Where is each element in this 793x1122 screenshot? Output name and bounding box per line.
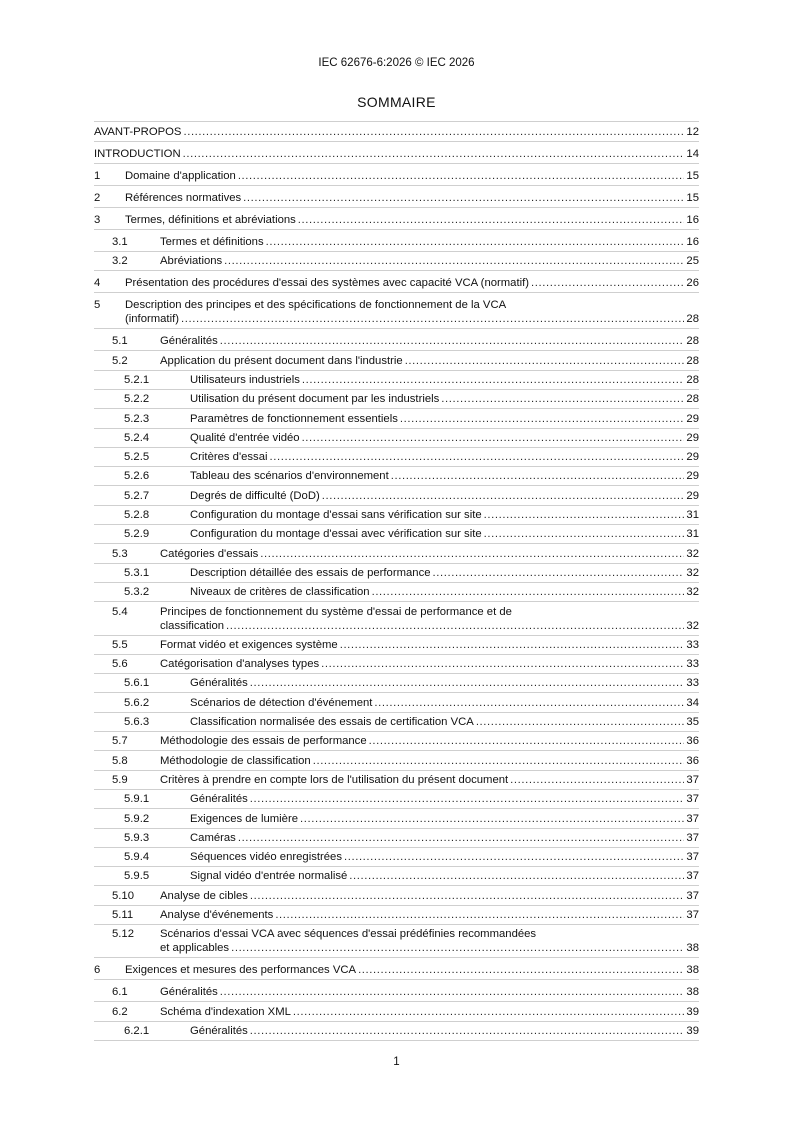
toc-entry-title: Description détaillée des essais de performance [190,566,431,579]
toc-entry-title: Format vidéo et exigences système [160,638,338,651]
toc-entry[interactable] [94,125,699,139]
toc-entry-title: Méthodologie des essais de performance [160,735,367,748]
toc-entry-title: Analyse de cibles [160,889,248,902]
toc-entry-number: 5.2.5 [124,451,150,464]
toc-entry-number: 5.2.9 [124,528,150,541]
toc-entry-page: 37 [686,773,699,786]
row-separator [94,847,699,848]
toc-entry-number: 5.6.3 [124,716,150,728]
toc-entry-page: 37 [686,909,699,921]
toc-entry-number: 5.2 [112,354,128,367]
toc-entry[interactable] [94,508,699,522]
toc-entry[interactable] [94,889,699,903]
toc-entry[interactable] [94,792,699,806]
toc-entry-title: Scénarios de détection d'événement [190,696,373,709]
toc-entry-number: 5.2.3 [124,412,150,425]
toc-entry-page: 28 [686,354,699,367]
toc-entry[interactable] [94,169,699,183]
toc-entry-page: 16 [686,236,699,248]
page-title: SOMMAIRE [357,94,436,110]
dot-leader [224,254,684,268]
dot-leader [226,619,684,633]
toc-entry-number: 5.9.2 [124,812,150,825]
page-number: 1 [393,1056,400,1068]
toc-entry-page: 29 [686,451,699,464]
row-separator [94,543,699,544]
toc-entry-title: Présentation des procédures d'essai des systèmes avec capacité VCA (normatif) [125,277,530,290]
toc-entry[interactable] [94,547,699,561]
toc-entry-title: Classification normalisée des essais de certification VCA [190,716,474,728]
toc-entry[interactable] [94,985,699,999]
toc-entry[interactable] [94,191,699,205]
row-separator [94,229,699,230]
toc-entry-page: 36 [686,735,699,748]
toc-entry-page: 14 [686,148,699,160]
toc-entry-number: 2 [94,192,101,204]
toc-entry-title: (informatif) [125,313,179,326]
dot-leader [400,412,685,426]
dot-leader [391,469,685,483]
toc-entry-number: 3 [94,214,101,226]
toc-entry-title: Tableau des scénarios d'environnement [190,470,389,483]
toc-entry-page: 32 [686,586,699,599]
row-separator [94,750,699,751]
toc-entry-page: 26 [686,277,699,290]
toc-entry-number: 5.6.2 [124,696,150,709]
toc-entry[interactable] [94,831,699,845]
row-separator [94,1021,699,1022]
document-header: IEC 62676-6:2026 © IEC 2026 [318,57,475,69]
toc-entry-title: Caméras [190,831,236,844]
toc-entry-title: Paramètres de fonctionnement essentiels [190,412,398,425]
toc-entry[interactable] [94,412,699,426]
toc-entry-number: 3.2 [112,255,128,268]
toc-entry-page: 29 [686,412,699,425]
row-separator [94,428,699,429]
row-separator [94,905,699,906]
toc-entry-page: 37 [686,870,699,883]
row-separator [94,466,699,467]
toc-entry-page: 33 [686,677,699,690]
toc-entry-page: 32 [686,619,699,632]
toc-entry-title: Configuration du montage d'essai sans vérification sur site [190,509,482,521]
toc-entry-number: 4 [94,277,101,290]
row-separator [94,808,699,809]
toc-entry-number: 5.2.8 [124,509,150,521]
toc-entry-title: Qualité d'entrée vidéo [190,431,300,444]
toc-entry-title: Critères d'essai [190,451,268,464]
toc-entry[interactable] [94,869,699,883]
dot-leader [238,831,685,845]
row-separator [94,885,699,886]
toc-entry-page: 32 [686,547,699,560]
toc-entry-title: Méthodologie de classification [160,754,311,767]
dot-leader [270,450,685,464]
dot-leader [441,392,684,406]
row-separator [94,635,699,636]
dot-leader [300,812,684,826]
toc-entry-page: 31 [686,509,699,521]
dot-leader [250,676,685,690]
toc-entry-title-line1: Description des principes et des spécifications de fonctionnement de la VCA [125,299,507,312]
toc-entry-page: 29 [686,489,699,502]
dot-leader [313,754,685,768]
dot-leader [231,941,684,955]
toc-entry-page: 12 [686,126,699,138]
toc-entry-page: 28 [686,393,699,406]
toc-entry-number: 5.2.2 [124,393,150,406]
dot-leader [250,889,685,903]
toc-entry-title: Généralités [190,793,248,806]
toc-entry[interactable] [94,754,699,768]
toc-entry[interactable] [94,431,699,445]
row-separator [94,328,699,329]
toc-entry-number: 5.9.5 [124,870,150,883]
dot-leader [369,734,685,748]
dot-leader [243,191,684,205]
toc-entry[interactable] [94,585,699,599]
toc-entry-page: 33 [686,658,699,671]
toc-entry-title: Degrés de difficulté (DoD) [190,489,320,502]
toc-entry-page: 15 [686,170,699,182]
toc-entry[interactable] [94,1024,699,1038]
toc-entry-title: Séquences vidéo enregistrées [190,851,342,864]
toc-entry[interactable] [94,734,699,748]
dot-leader [302,431,685,445]
row-separator [94,270,699,271]
dot-leader [531,276,684,290]
toc-entry-title: Termes, définitions et abréviations [125,214,296,226]
dot-leader [349,869,684,883]
row-separator [94,505,699,506]
toc-entry-number: 6 [94,964,101,977]
toc-entry[interactable] [94,638,699,652]
toc-entry-number: 5.9.1 [124,793,150,806]
toc-entry-number: 5.12 [112,928,134,941]
row-separator [94,1040,699,1041]
toc-entry-title: Généralités [190,677,248,690]
row-separator [94,524,699,525]
dot-leader [405,354,685,368]
row-separator [94,163,699,164]
row-separator [94,447,699,448]
dot-leader [321,657,684,671]
row-separator [94,207,699,208]
toc-entry-page: 28 [686,373,699,386]
toc-entry-page: 37 [686,812,699,825]
toc-entry[interactable] [94,354,699,368]
row-separator [94,828,699,829]
toc-entry-page: 33 [686,638,699,651]
toc-entry-title: Configuration du montage d'essai avec vérification sur site [190,528,482,541]
toc-entry[interactable] [94,298,699,326]
row-separator [94,692,699,693]
toc-entry-title: Analyse d'événements [160,909,274,921]
toc-entry[interactable] [94,373,699,387]
toc-entry[interactable] [94,908,699,922]
row-separator [94,601,699,602]
dot-leader [510,773,684,787]
toc-entry-title: Généralités [160,986,218,999]
toc-entry-page: 35 [686,716,699,728]
dot-leader [302,373,685,387]
toc-entry-title: Abréviations [160,255,223,268]
toc-entry[interactable] [94,850,699,864]
toc-entry-title: Généralités [160,335,218,348]
toc-entry[interactable] [94,566,699,580]
toc-entry-number: 5.8 [112,754,128,767]
row-separator [94,141,699,142]
row-separator [94,350,699,351]
toc-entry-page: 32 [686,566,699,579]
toc-entry-number: 5.1 [112,335,128,348]
toc-entry-title: Domaine d'application [125,170,236,182]
toc-entry[interactable] [94,489,699,503]
toc-entry-page: 37 [686,831,699,844]
toc-entry-number: 5.7 [112,735,128,748]
toc-entry-title: Généralités [190,1024,248,1037]
row-separator [94,485,699,486]
dot-leader [476,715,685,729]
toc-entry-title-line1: Principes de fonctionnement du système d'essai de performance et de [160,605,512,618]
toc-entry-number: 5.6 [112,658,128,671]
toc-entry-title: AVANT-PROPOS [94,126,182,138]
row-separator [94,185,699,186]
toc-entry-page: 16 [686,214,699,226]
toc-entry[interactable] [94,605,699,633]
toc-entry-number: 5.2.4 [124,431,150,444]
toc-entry-page: 34 [686,696,699,709]
toc-entry[interactable] [94,657,699,671]
toc-entry-page: 25 [686,255,699,268]
row-separator [94,979,699,980]
toc-entry-title: Signal vidéo d'entrée normalisé [190,870,348,883]
dot-leader [220,985,685,999]
toc-entry[interactable] [94,254,699,268]
row-separator [94,673,699,674]
toc-entry-number: 5.9.3 [124,831,150,844]
toc-entry-number: 5.2.1 [124,373,150,386]
toc-entry[interactable] [94,147,699,161]
row-separator [94,712,699,713]
dot-leader [266,235,685,249]
toc-entry-number: 1 [94,170,101,182]
toc-entry-page: 39 [686,1005,699,1018]
toc-entry[interactable] [94,213,699,227]
row-separator [94,924,699,925]
toc-entry[interactable] [94,392,699,406]
dot-leader [344,850,684,864]
toc-entry-title: Références normatives [125,192,242,204]
row-separator [94,582,699,583]
toc-entry-page: 37 [686,793,699,806]
toc-entry-number: 6.2.1 [124,1024,150,1037]
dot-leader [484,508,685,522]
toc-entry-number: 5.9.4 [124,851,150,864]
toc-entry-number: 5.3.1 [124,566,150,579]
toc-entry-title: Catégorisation d'analyses types [160,658,320,671]
toc-entry-number: 6.1 [112,986,128,999]
dot-leader [372,585,685,599]
toc-entry-number: 5 [94,299,101,312]
toc-entry[interactable] [94,527,699,541]
dot-leader [275,908,684,922]
toc-entry[interactable] [94,812,699,826]
dot-leader [322,489,685,503]
dot-leader [250,1024,685,1038]
toc-entry-number: 5.2.6 [124,470,150,483]
dot-leader [293,1005,685,1019]
toc-entry-number: 5.10 [112,889,134,902]
toc-entry-page: 29 [686,470,699,483]
row-separator [94,292,699,293]
dot-leader [260,547,684,561]
toc-entry-title: Catégories d'essais [160,547,259,560]
toc-entry[interactable] [94,715,699,729]
toc-entry-title: Utilisation du présent document par les industriels [190,393,440,406]
row-separator [94,789,699,790]
dot-leader [484,527,685,541]
toc-entry-number: 5.6.1 [124,677,150,690]
dot-leader [374,696,684,710]
toc-entry-title: INTRODUCTION [94,148,181,160]
toc-entry-title: classification [160,619,225,632]
row-separator [94,370,699,371]
toc-entry-title: Exigences de lumière [190,812,299,825]
dot-leader [183,125,684,139]
toc-entry-title: et applicables [160,942,230,955]
toc-entry[interactable] [94,276,699,290]
toc-entry-number: 5.5 [112,638,128,651]
toc-entry-page: 38 [686,986,699,999]
toc-entry-page: 29 [686,431,699,444]
row-separator [94,770,699,771]
toc-entry-title: Exigences et mesures des performances VCA [125,964,357,977]
dot-leader [340,638,685,652]
toc-entry-page: 39 [686,1024,699,1037]
toc-entry[interactable] [94,927,699,955]
dot-leader [238,169,685,183]
toc-entry-page: 37 [686,851,699,864]
row-separator [94,251,699,252]
toc-entry-number: 5.3 [112,547,128,560]
toc-entry[interactable] [94,235,699,249]
row-separator [94,1001,699,1002]
toc-entry-number: 5.9 [112,773,128,786]
row-separator [94,654,699,655]
dot-leader [358,963,684,977]
row-separator [94,408,699,409]
toc-entry-title: Schéma d'indexation XML [160,1005,291,1018]
toc-entry[interactable] [94,334,699,348]
toc-entry-number: 5.11 [112,909,134,921]
toc-entry-page: 28 [686,335,699,348]
toc-entry-page: 38 [686,964,699,977]
toc-entry-number: 3.1 [112,236,128,248]
toc-entry-title: Utilisateurs industriels [190,373,300,386]
dot-leader [433,566,685,580]
dot-leader [183,147,685,161]
toc-entry-number: 5.3.2 [124,586,150,599]
toc-entry-title: Application du présent document dans l'industrie [160,354,403,367]
row-separator [94,866,699,867]
toc-entry[interactable] [94,773,699,787]
toc-entry-page: 28 [686,313,699,326]
toc-entry-page: 15 [686,192,699,204]
toc-entry[interactable] [94,963,699,977]
toc-entry[interactable] [94,1005,699,1019]
toc-entry-title: Critères à prendre en compte lors de l'utilisation du présent document [160,773,509,786]
dot-leader [298,213,685,227]
row-separator [94,121,699,122]
row-separator [94,389,699,390]
toc-entry-page: 37 [686,889,699,902]
toc-entry-number: 5.2.7 [124,489,150,502]
toc-entry-number: 6.2 [112,1005,128,1018]
toc-entry-page: 31 [686,528,699,541]
toc-entry-number: 5.4 [112,605,128,618]
row-separator [94,957,699,958]
dot-leader [181,312,684,326]
toc-entry-page: 36 [686,754,699,767]
toc-entry[interactable] [94,450,699,464]
row-separator [94,731,699,732]
dot-leader [220,334,685,348]
toc-entry[interactable] [94,676,699,690]
toc-entry[interactable] [94,696,699,710]
row-separator [94,563,699,564]
toc-entry-title: Niveaux de critères de classification [190,586,370,599]
toc-entry[interactable] [94,469,699,483]
toc-entry-title: Termes et définitions [160,236,264,248]
toc-entry-title-line1: Scénarios d'essai VCA avec séquences d'essai prédéfinies recommandées [160,928,537,941]
dot-leader [250,792,685,806]
toc-entry-page: 38 [686,942,699,955]
